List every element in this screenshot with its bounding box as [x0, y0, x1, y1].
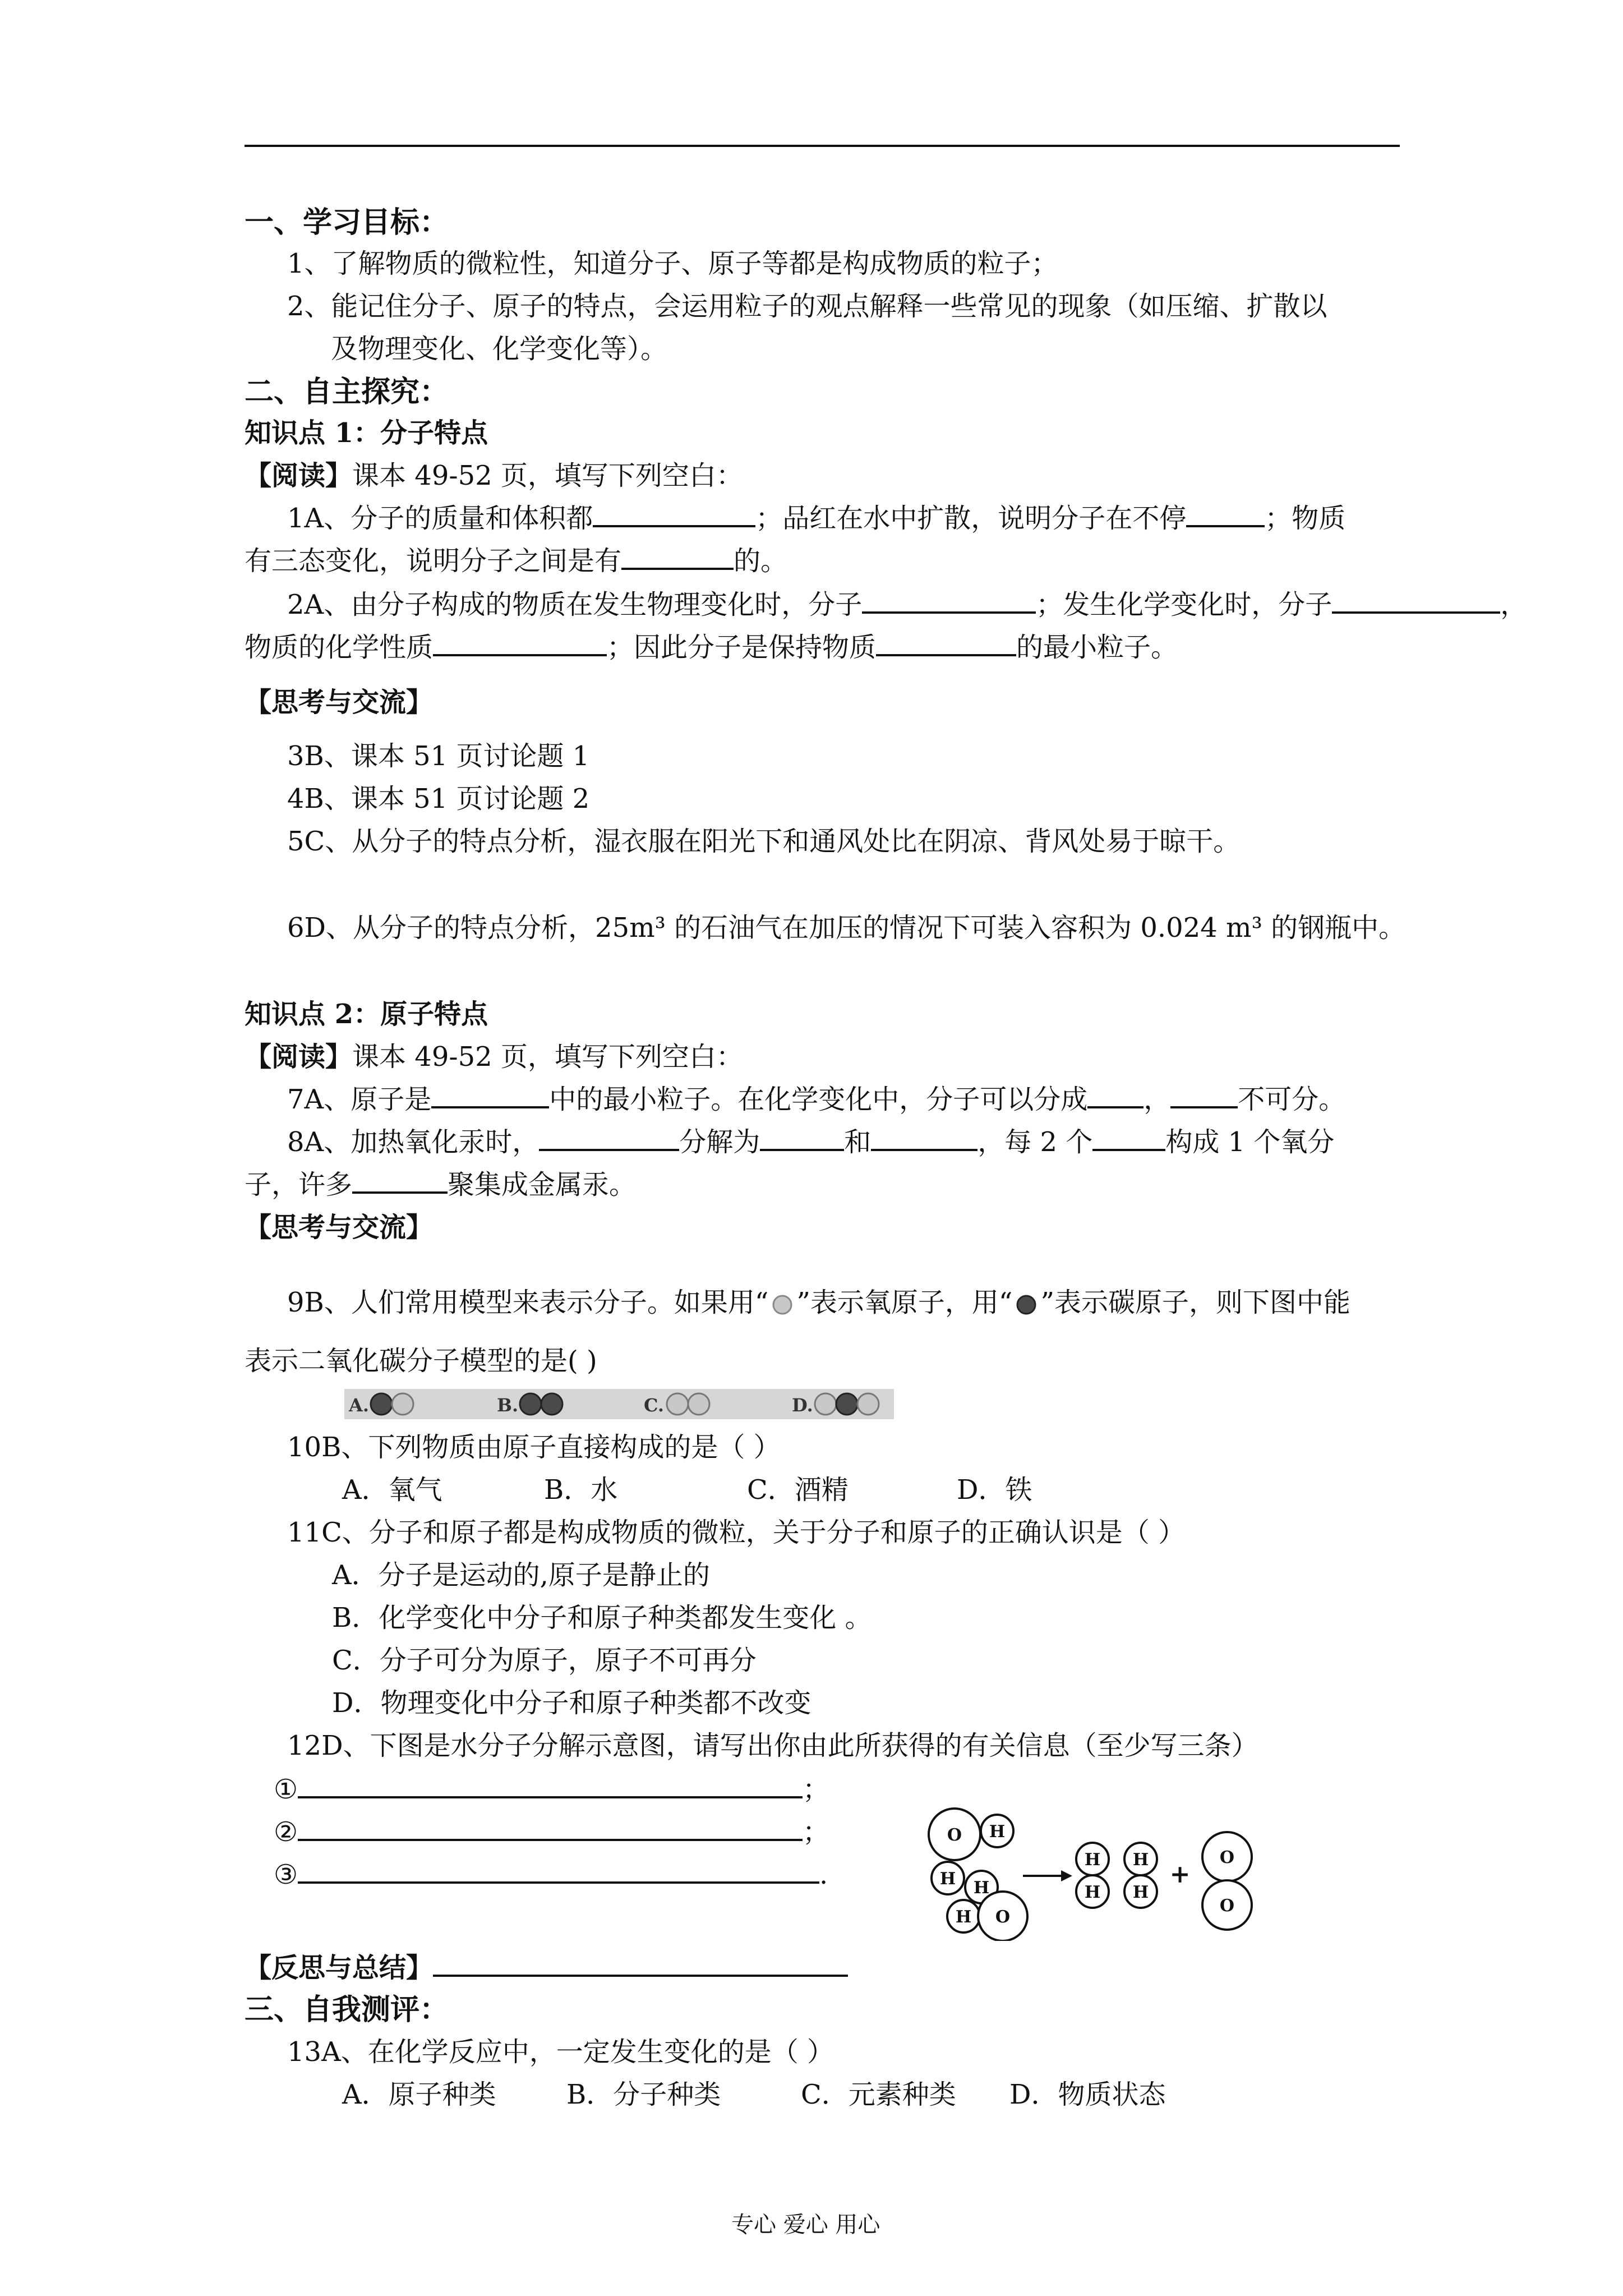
question-9-line2: 表示二氧化碳分子模型的是( ) [245, 1345, 597, 1377]
q12-mark-1: ① [274, 1774, 298, 1805]
label-h2b: H [955, 1907, 972, 1927]
section-1-title: 一、学习目标： [245, 206, 449, 240]
think-exchange-1: 【思考与交流】 [245, 687, 434, 718]
reaction-arrow-icon [1061, 1870, 1072, 1881]
label-h1b: H [939, 1869, 956, 1889]
q7-part-c: ， [1144, 1084, 1171, 1115]
goal-1: 1、了解物质的微粒性，知道分子、原子等都是构成物质的粒子； [287, 248, 1058, 279]
question-2-line2 [245, 629, 1178, 665]
q8-part-e: 构成 1 个氧分 [1165, 1126, 1335, 1158]
option-b-carbon2-icon [541, 1393, 562, 1415]
q1-part-d: 有三态变化，说明分子之间是有 [245, 545, 622, 577]
knowledge-point-1: 知识点 1：分子特点 [245, 417, 488, 449]
q8-part-g: 聚集成金属汞。 [448, 1169, 637, 1200]
q13-option-c[interactable]: C．元素种类 [801, 2079, 956, 2110]
q11-option-d[interactable]: D．物理变化中分子和原子种类都不改变 [332, 1687, 811, 1719]
q9-part-c: ”表示碳原子，则下图中能 [1040, 1287, 1350, 1318]
option-d-oxygen2-icon [857, 1393, 879, 1415]
q12-end-1: ； [803, 1774, 830, 1805]
q8-blank-1[interactable] [539, 1126, 679, 1151]
option-b-carbon-icon [520, 1393, 541, 1415]
question-13: 13A、在化学反应中，一定发生变化的是（ ） [287, 2036, 834, 2068]
co2-model-options [344, 1389, 894, 1419]
question-7 [287, 1082, 1345, 1117]
reflection [245, 1950, 848, 1986]
option-c-oxygen2-icon [688, 1393, 709, 1415]
carbon-atom-icon [1012, 1292, 1040, 1317]
goal-2-line1: 2、能记住分子、原子的特点，会运用粒子的观点解释一些常见的现象（如压缩、扩散以 [287, 291, 1327, 322]
q11-option-b[interactable]: B．化学变化中分子和原子种类都发生变化 。 [332, 1602, 872, 1634]
q2-part-e: ；因此分子是保持物质 [607, 632, 877, 663]
question-1-line2 [245, 543, 787, 579]
q2-part-b: ；发生化学变化时，分子 [1036, 589, 1332, 620]
section-3-title: 三、自我测评： [245, 1993, 449, 2027]
question-3: 3B、课本 51 页讨论题 1 [287, 740, 590, 772]
q13-option-b[interactable]: B．分子种类 [566, 2079, 721, 2110]
q10-option-b[interactable]: B．水 [544, 1474, 618, 1506]
q2-blank-2[interactable] [1332, 589, 1500, 614]
option-a-oxygen-icon [392, 1393, 413, 1415]
q8-part-d: ，每 2 个 [978, 1126, 1093, 1158]
think-exchange-2: 【思考与交流】 [245, 1212, 434, 1243]
q11-option-c[interactable]: C．分子可分为原子，原子不可再分 [332, 1645, 757, 1676]
q12-answer-2 [274, 1814, 829, 1850]
q13-option-d[interactable]: D．物质状态 [1009, 2079, 1166, 2110]
question-5: 5C、从分子的特点分析，湿衣服在阳光下和通风处比在阴凉、背风处易于晾干。 [287, 826, 1241, 857]
question-8-line2 [245, 1167, 636, 1203]
q7-blank-3[interactable] [1170, 1084, 1238, 1108]
q12-answer-3 [274, 1857, 828, 1893]
q7-part-d: 不可分。 [1238, 1084, 1346, 1115]
option-d-label: D. [792, 1395, 813, 1416]
question-1-line1 [287, 500, 1345, 536]
q8-blank-2[interactable] [760, 1126, 844, 1151]
q8-part-c: 和 [844, 1126, 872, 1158]
goal-2-line2: 及物理变化、化学变化等）。 [331, 333, 668, 365]
question-10: 10B、下列物质由原子直接构成的是（ ） [287, 1432, 781, 1463]
option-a-carbon-icon [371, 1393, 392, 1415]
q1-blank-2[interactable] [1186, 503, 1265, 527]
q2-part-f: 的最小粒子。 [1016, 632, 1178, 663]
q7-part-b: 中的最小粒子。在化学变化中，分子可以分成 [549, 1084, 1088, 1115]
q10-option-c[interactable]: C．酒精 [747, 1474, 849, 1506]
water-decomposition-diagram [909, 1795, 1267, 1941]
label-h3a: H [1084, 1850, 1101, 1870]
q9-part-a: 9B、人们常用模型来表示分子。如果用“ [287, 1287, 769, 1318]
q12-end-3: . [819, 1859, 828, 1890]
label-o4: O [1219, 1896, 1235, 1916]
option-a-label: A. [349, 1395, 369, 1416]
q7-blank-1[interactable] [431, 1084, 549, 1108]
q8-part-a: 8A、加热氧化汞时， [287, 1126, 540, 1158]
section-2-title: 二、自主探究： [245, 375, 449, 409]
reading-1-text: 课本 49-52 页，填写下列空白： [352, 460, 743, 491]
q2-blank-4[interactable] [876, 632, 1016, 656]
q12-end-2: ； [803, 1816, 830, 1848]
q1-blank-3[interactable] [621, 545, 734, 570]
q8-blank-5[interactable] [352, 1169, 448, 1194]
reflection-tag: 【反思与总结】 [245, 1952, 434, 1984]
q1-blank-1[interactable] [593, 503, 755, 527]
q1-part-c: ；物质 [1265, 503, 1346, 534]
option-c-label: C. [644, 1395, 665, 1416]
q8-part-f: 子，许多 [245, 1169, 353, 1200]
q12-blank-2[interactable] [298, 1816, 803, 1841]
oxygen-atom-icon [768, 1292, 796, 1317]
q13-option-a[interactable]: A．原子种类 [342, 2079, 496, 2110]
reading-2 [245, 1039, 743, 1075]
option-d-carbon-icon [836, 1393, 857, 1415]
q1-part-e: 的。 [734, 545, 788, 577]
q11-option-a[interactable]: A．分子是运动的,原子是静止的 [332, 1559, 710, 1591]
reading-1 [245, 458, 743, 494]
q12-mark-3: ③ [274, 1859, 298, 1890]
page-footer: 专心 爱心 用心 [731, 2212, 880, 2238]
q8-part-b: 分解为 [679, 1126, 760, 1158]
question-6: 6D、从分子的特点分析，25m³ 的石油气在加压的情况下可装入容积为 0.024 m³ 的钢瓶中。 [287, 912, 1406, 944]
q1-part-a: 1A、分子的质量和体积都 [287, 503, 593, 534]
q8-blank-3[interactable] [871, 1126, 978, 1151]
label-o1: O [947, 1825, 962, 1845]
knowledge-point-2: 知识点 2：原子特点 [245, 999, 488, 1030]
option-b-label: B. [497, 1395, 519, 1416]
header-rule [245, 145, 1400, 147]
q7-part-a: 7A、原子是 [287, 1084, 432, 1115]
question-9-line1 [287, 1285, 1350, 1320]
plus-sign: + [1169, 1860, 1191, 1889]
reading-1-tag: 【阅读】 [245, 460, 353, 491]
q2-part-a: 2A、由分子构成的物质在发生物理变化时，分子 [287, 589, 863, 620]
q2-blank-1[interactable] [862, 589, 1036, 614]
q10-option-a[interactable]: A．氧气 [342, 1474, 442, 1506]
q2-part-d: 物质的化学性质 [245, 632, 434, 663]
q8-blank-4[interactable] [1092, 1126, 1165, 1151]
question-4: 4B、课本 51 页讨论题 2 [287, 783, 590, 815]
q7-blank-2[interactable] [1087, 1084, 1144, 1108]
label-o2: O [995, 1907, 1011, 1927]
question-8-line1 [287, 1124, 1334, 1160]
q12-blank-3[interactable] [298, 1859, 819, 1884]
label-o3: O [1219, 1848, 1235, 1867]
question-11: 11C、分子和原子都是构成物质的微粒，关于分子和原子的正确认识是（ ） [287, 1517, 1186, 1548]
label-h1a: H [989, 1822, 1006, 1842]
q2-blank-3[interactable] [433, 632, 607, 656]
label-h4a: H [1132, 1850, 1149, 1870]
reading-2-tag: 【阅读】 [245, 1041, 353, 1073]
reflection-blank[interactable] [433, 1952, 848, 1977]
q12-answer-1 [274, 1772, 829, 1807]
label-h3b: H [1084, 1883, 1101, 1902]
label-h4b: H [1132, 1883, 1149, 1902]
option-d-oxygen-icon [815, 1393, 836, 1415]
question-12: 12D、下图是水分子分解示意图，请写出你由此所获得的有关信息（至少写三条） [287, 1730, 1258, 1761]
q12-mark-2: ② [274, 1816, 298, 1848]
q9-part-b: ”表示氧原子，用“ [796, 1287, 1013, 1318]
q2-part-c: ， [1500, 589, 1528, 620]
label-h2a: H [973, 1878, 990, 1898]
question-2-line1 [287, 587, 1527, 623]
q1-part-b: ；品红在水中扩散，说明分子在不停 [755, 503, 1187, 534]
q12-blank-1[interactable] [298, 1774, 803, 1798]
reading-2-text: 课本 49-52 页，填写下列空白： [352, 1041, 743, 1073]
q10-option-d[interactable]: D．铁 [957, 1474, 1032, 1506]
option-c-oxygen-icon [667, 1393, 688, 1415]
